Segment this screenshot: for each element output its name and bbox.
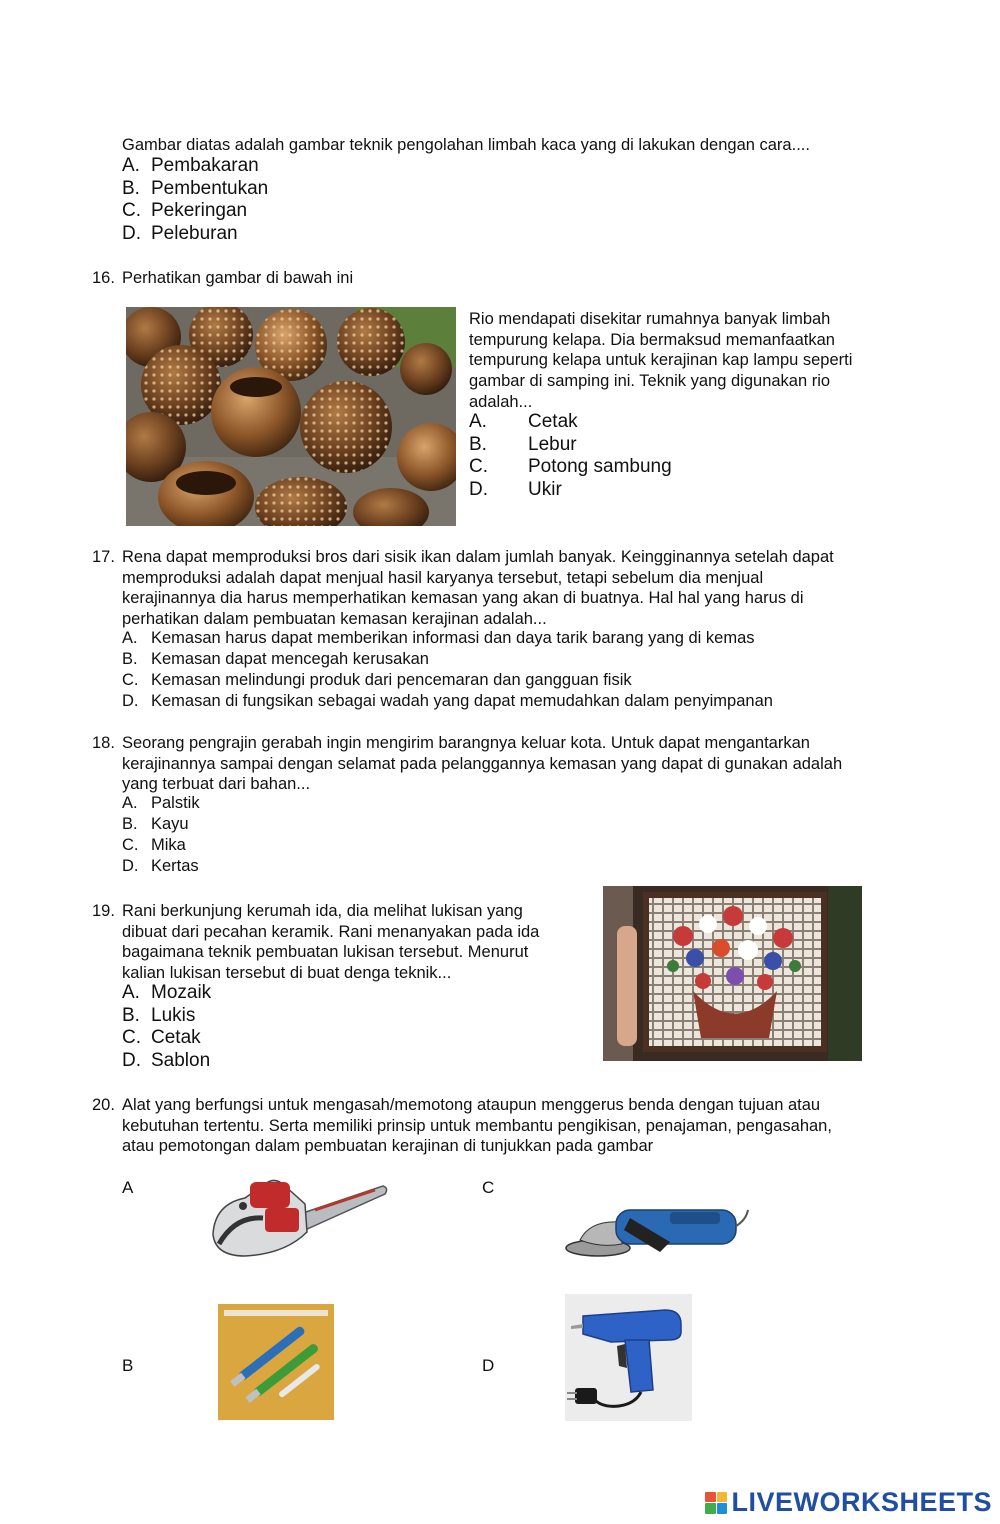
angle-grinder-photo[interactable]	[560, 1170, 752, 1284]
glass-cutter-icon	[218, 1304, 334, 1420]
q18-number: 18.	[92, 734, 115, 752]
q18-option-b[interactable]: B. Kayu	[122, 814, 189, 833]
q18-options	[122, 793, 200, 877]
q20-number: 20.	[92, 1096, 115, 1114]
glass-cutter-photo[interactable]	[218, 1304, 334, 1420]
q20-label-d[interactable]: D	[482, 1356, 495, 1375]
q19-option-a[interactable]: A. Mozaik	[122, 982, 212, 1003]
q16-number: 16.	[92, 269, 115, 287]
q15-option-b[interactable]: B. Pembentukan	[122, 177, 269, 199]
liveworksheets-logo-icon	[705, 1492, 727, 1514]
q18-option-a[interactable]: A. Palstik	[122, 794, 200, 812]
q18-option-d[interactable]: D. Kertas	[122, 856, 199, 875]
q20-label-c[interactable]: C	[482, 1178, 495, 1197]
q16-option-a[interactable]: A. Cetak	[469, 411, 578, 432]
angle-grinder-icon	[560, 1170, 752, 1284]
q18-text: Seorang pengrajin gerabah ingin mengirim barangnya keluar kota. Untuk dapat mengantarkan kerajinannya sampai dengan selamat pada pelanggannya kemasan yang dapat di gunakan adalah yang terbuat dari bahan...	[122, 734, 843, 794]
q15-option-a[interactable]: A. Pembakaran	[122, 155, 259, 176]
q17-options	[122, 628, 773, 712]
chainsaw-icon	[205, 1164, 390, 1266]
q20-text: Alat yang berfungsi untuk mengasah/memotong ataupun menggerus benda dengan tujuan atau kebutuhan tertentu. Serta memiliki prinsip untuk membantu pengikisan, penajaman, pengasahan, atau pemotongan dalam pembuatan kerajinan di tunjukkan pada gambar	[122, 1096, 832, 1156]
q19-options	[122, 982, 211, 1073]
q17-option-c[interactable]: C. Kemasan melindungi produk dari pencemaran dan gangguan fisik	[122, 670, 632, 689]
q20-label-b[interactable]: B	[122, 1356, 134, 1375]
ceramic-mosaic-illustration	[603, 886, 862, 1061]
q16-option-b[interactable]: B. Lebur	[469, 433, 577, 455]
q16-intro: Perhatikan gambar di bawah ini	[122, 269, 354, 287]
chainsaw-photo[interactable]	[205, 1164, 390, 1266]
q20-label-a[interactable]: A	[122, 1178, 134, 1197]
q15-option-d[interactable]: D. Peleburan	[122, 223, 238, 245]
q19-option-b[interactable]: B. Lukis	[122, 1004, 196, 1026]
coconut-shell-lamps-illustration	[126, 307, 456, 526]
coconut-shell-lamps-photo	[126, 307, 456, 526]
q16-option-c[interactable]: C. Potong sambung	[469, 456, 672, 478]
q19-option-c[interactable]: C. Cetak	[122, 1027, 201, 1049]
glue-gun-icon	[565, 1294, 692, 1421]
q17-option-d[interactable]: D. Kemasan di fungsikan sebagai wadah yang dapat memudahkan dalam penyimpanan	[122, 691, 773, 710]
q15-option-c[interactable]: C. Pekeringan	[122, 200, 248, 222]
glue-gun-photo[interactable]	[565, 1294, 692, 1421]
q19-text: Rani berkunjung kerumah ida, dia melihat lukisan yang dibuat dari pecahan keramik. Rani menanyakan pada ida bagaimana teknik pembuatan lukisan tersebut. Menurut kalian lukisan tersebut di buat denga teknik...	[122, 902, 540, 983]
q19-option-d[interactable]: D. Sablon	[122, 1050, 211, 1072]
q17-number: 17.	[92, 548, 115, 566]
q15-stem: Gambar diatas adalah gambar teknik pengolahan limbah kaca yang di lakukan dengan cara....	[122, 136, 810, 154]
q17-text: Rena dapat memproduksi bros dari sisik ikan dalam jumlah banyak. Keingginannya setelah dapat memproduksi adalah dapat menjual hasil karyanya tersebut, tetapi sebelum dia menjual kerajinannya dia harus memperhatikan kemasan yang akan di buatnya. Hal hal yang harus di perhatikan dalam pembuatan kemasan kerajinan adalah...	[122, 548, 834, 629]
liveworksheets-brand	[705, 1487, 992, 1518]
liveworksheets-wordmark: LIVEWORKSHEETS	[731, 1487, 992, 1517]
q16-options	[469, 411, 672, 502]
q17-option-a[interactable]: A. Kemasan harus dapat memberikan informasi dan daya tarik barang yang di kemas	[122, 629, 755, 647]
ceramic-mosaic-photo	[603, 886, 862, 1061]
q17-option-b[interactable]: B. Kemasan dapat mencegah kerusakan	[122, 649, 429, 668]
q15-options	[122, 155, 268, 246]
q19-number: 19.	[92, 902, 115, 920]
q18-option-c[interactable]: C. Mika	[122, 835, 186, 854]
q16-option-d[interactable]: D. Ukir	[469, 479, 562, 501]
q16-text: Rio mendapati disekitar rumahnya banyak limbah tempurung kelapa. Dia bermaksud memanfaatkan tempurung kelapa untuk kerajinan kap lampu seperti gambar di samping ini. Teknik yang digunakan rio adalah...	[469, 310, 853, 411]
